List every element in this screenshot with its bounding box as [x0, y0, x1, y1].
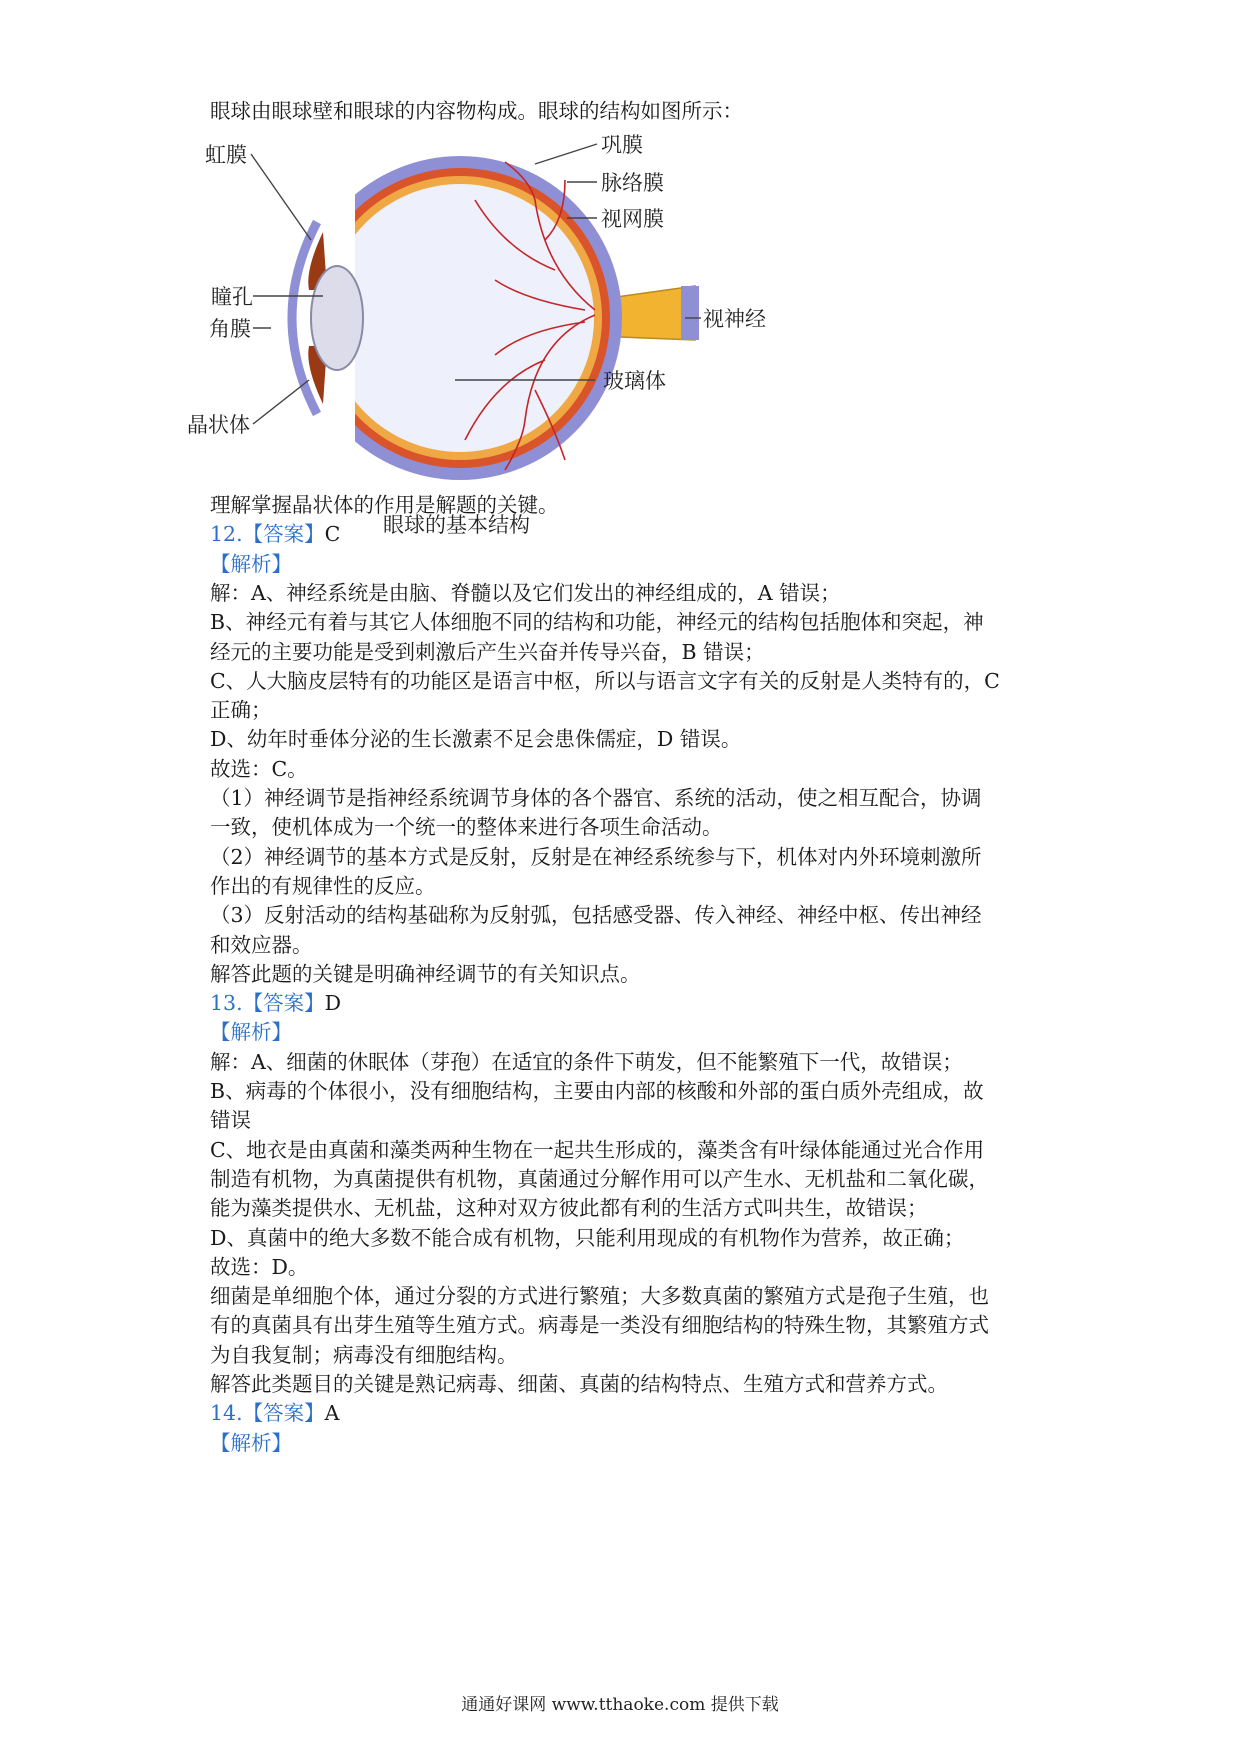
- text-line: 制造有机物，为真菌提供有机物，真菌通过分解作用可以产生水、无机盐和二氧化碳，: [210, 1166, 989, 1191]
- page-footer: 通通好课网 www.tthaoke.com 提供下载: [461, 1695, 779, 1715]
- text-line: C、地衣是由真菌和藻类两种生物在一起共生形成的，藻类含有叶绿体能通过光合作用: [210, 1137, 985, 1162]
- label-lens: 晶状体: [187, 413, 250, 437]
- text-line: B、神经元有着与其它人体细胞不同的结构和功能，神经元的结构包括胞体和突起，神: [210, 610, 984, 635]
- vitreous-shape: [326, 184, 594, 452]
- label-sclera: 巩膜: [601, 133, 643, 157]
- analysis-heading: 【解析】: [210, 1430, 292, 1455]
- optic-nerve-sheath: [681, 286, 699, 340]
- text-line: 经元的主要功能是受到刺激后产生兴奋并传导兴奋，B 错误；: [210, 639, 765, 664]
- intro-text: 眼球由眼球壁和眼球的内容物构成。眼球的结构如图所示：: [210, 99, 743, 123]
- text-line: 解答此类题目的关键是熟记病毒、细菌、真菌的结构特点、生殖方式和营养方式。: [210, 1372, 948, 1396]
- text-line: 有的真菌具有出芽生殖等生殖方式。病毒是一类没有细胞结构的特殊生物，其繁殖方式: [210, 1313, 989, 1338]
- text-line: 细菌是单细胞个体，通过分裂的方式进行繁殖；大多数真菌的繁殖方式是孢子生殖，也: [210, 1284, 989, 1309]
- text-line: 解：A、神经系统是由脑、脊髓以及它们发出的神经组成的，A 错误；: [210, 580, 841, 605]
- eye-diagram: [187, 133, 865, 550]
- answer-value: A: [324, 1401, 340, 1426]
- lens-shape: [311, 266, 363, 370]
- analysis-heading: 【解析】: [210, 1020, 292, 1045]
- text-line: （3）反射活动的结构基础称为反射弧，包括感受器、传入神经、神经中枢、传出神经: [210, 903, 982, 928]
- answer-tag: 12.【答案】: [210, 522, 325, 547]
- analysis-heading: 【解析】: [210, 551, 292, 576]
- text-line: （1）神经调节是指神经系统调节身体的各个器官、系统的活动，使之相互配合，协调: [210, 786, 982, 810]
- text-line: 错误: [210, 1108, 251, 1133]
- label-choroid: 脉络膜: [601, 171, 664, 195]
- answer-tag: 14.【答案】: [210, 1401, 325, 1426]
- label-iris: 虹膜: [205, 143, 247, 167]
- text-line: C、人大脑皮层特有的功能区是语言中枢，所以与语言文字有关的反射是人类特有的，C: [210, 668, 1000, 693]
- label-pupil: 瞳孔: [211, 285, 253, 309]
- text-line: 解答此题的关键是明确神经调节的有关知识点。: [210, 961, 641, 986]
- text-line: D、幼年时垂体分泌的生长激素不足会患侏儒症，D 错误。: [210, 727, 742, 752]
- text-line: D、真菌中的绝大多数不能合成有机物，只能利用现成的有机物作为营养，故正确；: [210, 1225, 965, 1250]
- answer-line: [210, 988, 341, 1018]
- text-line: B、病毒的个体很小，没有细胞结构，主要由内部的核酸和外部的蛋白质外壳组成，故: [210, 1079, 984, 1103]
- text-line: 解：A、细菌的休眠体（芽孢）在适宜的条件下萌发，但不能繁殖下一代，故错误；: [210, 1049, 963, 1074]
- text-line: （2）神经调节的基本方式是反射，反射是在神经系统参与下，机体对内外环境刺激所: [210, 844, 982, 869]
- text-line: 和效应器。: [210, 932, 313, 957]
- label-retina: 视网膜: [601, 207, 664, 231]
- text-line: 能为藻类提供水、无机盐，这种对双方彼此都有利的生活方式叫共生，故错误；: [210, 1196, 928, 1221]
- text-line: 理解掌握晶状体的作用是解题的关键。: [210, 493, 559, 517]
- text-line: 作出的有规律性的反应。: [210, 873, 436, 898]
- text-line: 故选：D。: [210, 1254, 309, 1279]
- text-line: 正确；: [210, 698, 272, 723]
- text-line: 一致，使机体成为一个统一的整体来进行各项生命活动。: [210, 815, 723, 840]
- figure-caption: 眼球的基本结构: [383, 513, 530, 537]
- eye-structure-figure: [187, 133, 865, 550]
- text-line: 为自我复制；病毒没有细胞结构。: [210, 1342, 518, 1367]
- answer-line: [210, 519, 340, 549]
- text-line: 故选：C。: [210, 756, 308, 781]
- label-vitreous: 玻璃体: [603, 369, 666, 393]
- answer-value: C: [324, 522, 341, 547]
- answer-line: [210, 1398, 339, 1428]
- answer-tag: 13.【答案】: [210, 991, 325, 1016]
- answer-value: D: [324, 991, 342, 1016]
- label-optic-nerve: 视神经: [703, 307, 766, 331]
- label-cornea: 角膜: [209, 317, 251, 341]
